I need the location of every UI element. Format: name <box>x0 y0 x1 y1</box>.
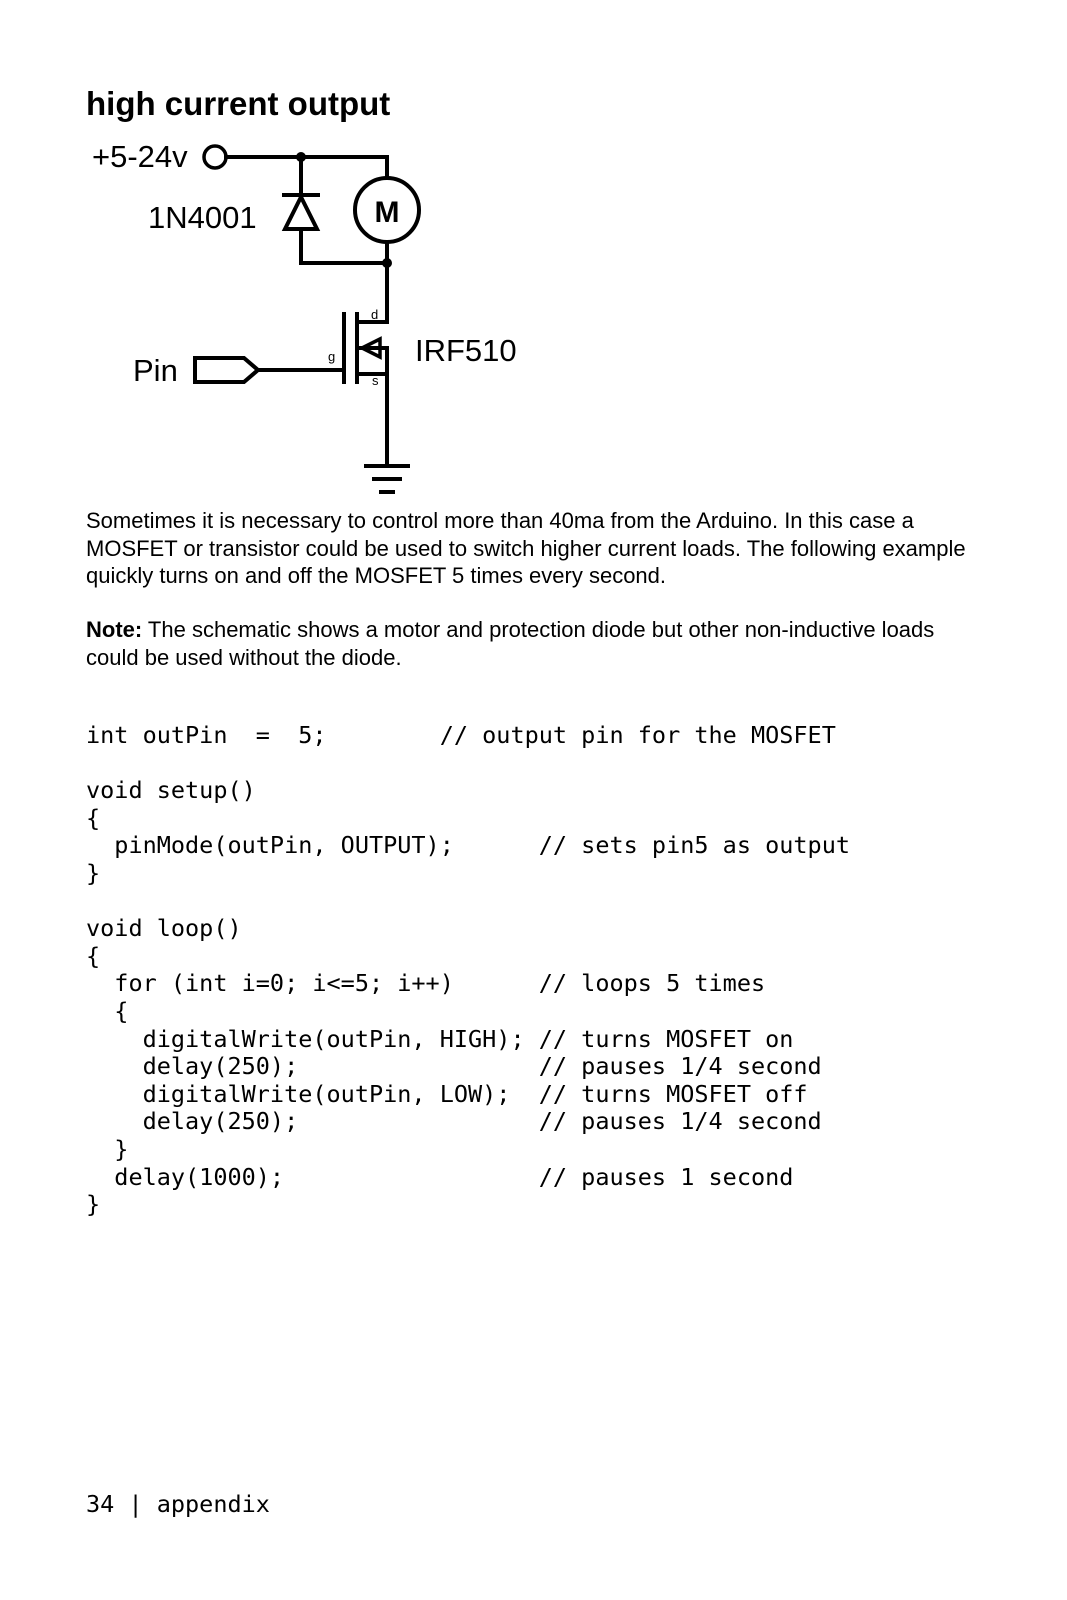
motor-label: M <box>374 196 400 229</box>
code-line: delay(250); // pauses 1/4 second <box>86 1107 822 1136</box>
diode-triangle <box>285 197 317 229</box>
source-label: s <box>372 373 379 388</box>
pin-connector <box>195 358 258 382</box>
note-text: The schematic shows a motor and protection diode but other non-inductive loads could be used without the diode. <box>86 617 935 670</box>
pin-label: Pin <box>133 353 178 388</box>
code-line: delay(1000); // pauses 1 second <box>86 1162 794 1191</box>
code-line: pinMode(outPin, OUTPUT); // sets pin5 as output <box>86 831 851 860</box>
code-line: } <box>86 1190 101 1219</box>
code-line <box>86 750 850 778</box>
code-line <box>86 888 850 916</box>
code-block <box>86 722 850 1219</box>
code-line: { <box>86 803 101 832</box>
gate-label: g <box>328 349 336 364</box>
code-line: { <box>86 941 101 970</box>
supply-label: +5-24v <box>92 139 188 174</box>
code-line: for (int i=0; i<=5; i++) // loops 5 times <box>86 969 766 998</box>
diode-label: 1N4001 <box>148 200 257 235</box>
code-line: delay(250); // pauses 1/4 second <box>86 1052 822 1081</box>
mosfet-label: IRF510 <box>415 333 517 368</box>
code-line: digitalWrite(outPin, LOW); // turns MOSFET off <box>86 1079 808 1108</box>
code-line: void setup() <box>86 776 256 805</box>
mosfet-schematic <box>0 130 600 510</box>
page-footer: 34 | appendix <box>86 1490 270 1518</box>
drain-label: d <box>371 307 379 322</box>
code-line: } <box>86 1134 129 1163</box>
intro-paragraph: Sometimes it is necessary to control more than 40ma from the Arduino. In this case a MOSFET or transistor could be used to switch higher current loads. The following example quickly turns on and off the MOSFET 5 times every second. <box>86 508 966 588</box>
code-line: void loop() <box>86 914 242 943</box>
note-label: Note: <box>86 617 143 642</box>
code-line: digitalWrite(outPin, HIGH); // turns MOSFET on <box>86 1024 794 1053</box>
note-paragraph <box>86 616 966 671</box>
code-line: int outPin = 5; // output pin for the MOSFET <box>86 721 836 749</box>
junction-dot-bottom <box>382 258 392 268</box>
section-heading: high current output <box>86 85 391 122</box>
junction-dot-top <box>296 152 306 162</box>
code-line: { <box>86 996 129 1025</box>
supply-terminal <box>204 146 226 168</box>
code-line: } <box>86 858 101 887</box>
